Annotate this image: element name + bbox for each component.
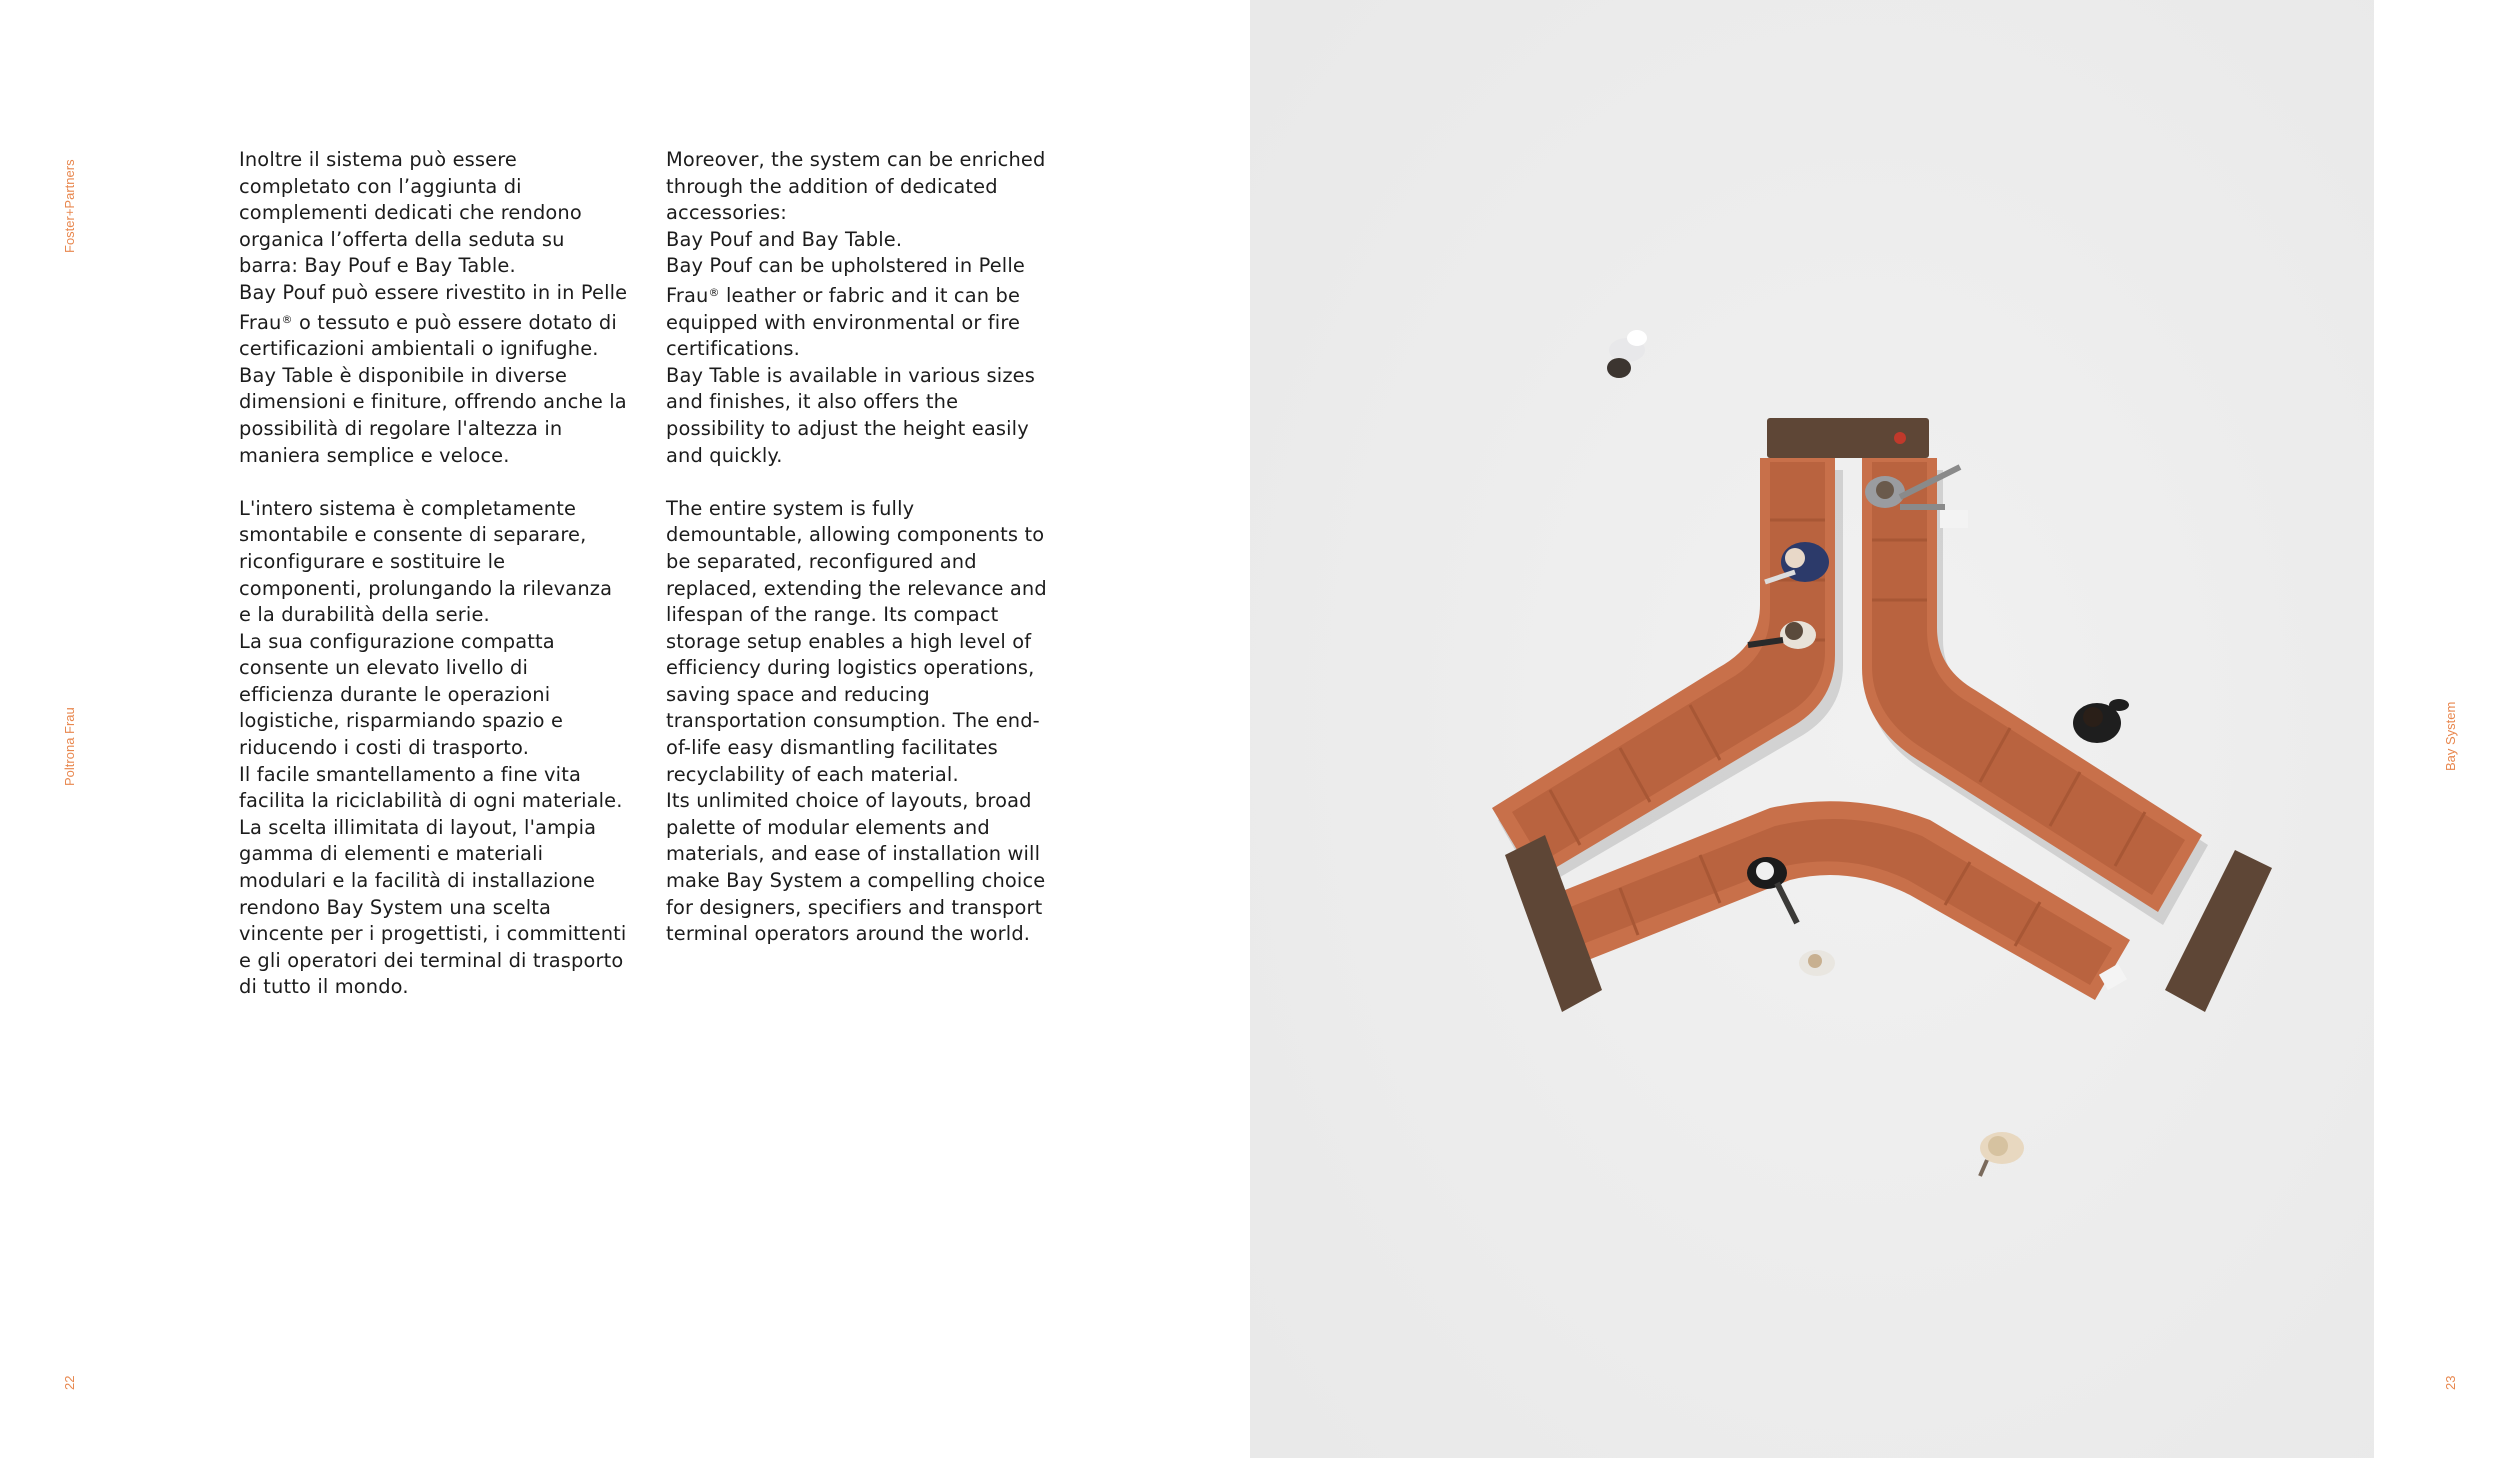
product-photo-bay-system [1250, 0, 2374, 1458]
registered-mark: ® [708, 285, 720, 299]
running-header-foster-partners: Foster+Partners [62, 159, 77, 253]
italian-text-bay-pouf-cont: o tessuto e può essere dotato di certificazioni ambientali o ignifughe. [239, 310, 617, 361]
italian-text-layouts: La scelta illimitata di layout, l'ampia gamma di elementi e materiali modulari e la facilità di installazione rendono Bay System una scelta vincente per i progettisti, i committenti e gli operatori dei terminal di trasporto di tutto il mondo. [239, 815, 627, 999]
english-text-column [666, 147, 1056, 948]
bay-system-aerial-illustration [1250, 0, 2374, 1458]
floor-background [1250, 0, 2374, 1458]
english-text-bay-pouf-cont: leather or fabric and it can be equipped with environmental or fire certifications. [666, 283, 1021, 361]
english-paragraph-2 [666, 496, 1056, 948]
italian-text-bay-pouf: Bay Pouf può essere rivestito in in Pelle Frau [239, 280, 628, 334]
english-text-bay-table: Bay Table is available in various sizes and finishes, it also offers the possibility to adjust the height easily and quickly. [666, 363, 1035, 467]
english-paragraph-1 [666, 147, 1056, 469]
page-number-left: 22 [62, 1375, 77, 1390]
italian-text-recyclability: Il facile smantellamento a fine vita facilita la riciclabilità di ogni materiale. [239, 762, 623, 813]
italian-text-column [239, 147, 629, 1001]
running-header-bay-system: Bay System [2443, 701, 2458, 771]
italian-paragraph-2 [239, 496, 629, 1001]
registered-mark: ® [281, 312, 293, 326]
page-number-right: 23 [2443, 1375, 2458, 1390]
english-text-layouts: Its unlimited choice of layouts, broad palette of modular elements and materials, and ease of installation will make Bay System a compelling choice for designers, specifiers and transport terminal operators around the world. [666, 789, 1046, 946]
italian-paragraph-1 [239, 147, 629, 469]
running-header-poltrona-frau: Poltrona Frau [62, 707, 77, 786]
italian-text-demountable: L'intero sistema è completamente smontabile e consente di separare, riconfigurare e sostituire le componenti, prolungando la rilevanza e la durabilità della serie. [239, 496, 613, 627]
english-text-accessories: Moreover, the system can be enriched through the addition of dedicated accessories: [666, 148, 1046, 225]
english-text-demountable: The entire system is fully demountable, allowing components to be separated, reconfigured and replaced, extending the relevance and lifespan of the range. Its compact storage setup enables a high level of efficiency during logistics operations, saving space and reducing transportation consumption. The end-of-life easy dismantling facilitates recyclability of each material. [666, 496, 1047, 786]
english-text-bay-pouf: Bay Pouf can be upholstered in Pelle Frau [666, 254, 1025, 307]
italian-text-logistics: La sua configurazione compatta consente un elevato livello di efficienza durante le operazioni logistiche, risparmiando spazio e riducendo i costi di trasporto. [239, 629, 564, 760]
italian-text-bay-table: Bay Table è disponibile in diverse dimensioni e finiture, offrendo anche la possibilità di regolare l'altezza in maniera semplice e veloce. [239, 363, 627, 467]
english-text-pouf-table: Bay Pouf and Bay Table. [666, 227, 903, 251]
italian-text-accessories: Inoltre il sistema può essere completato con l’aggiunta di complementi dedicati che rendono organica l’offerta della seduta su barra: Bay Pouf e Bay Table. [239, 148, 582, 278]
